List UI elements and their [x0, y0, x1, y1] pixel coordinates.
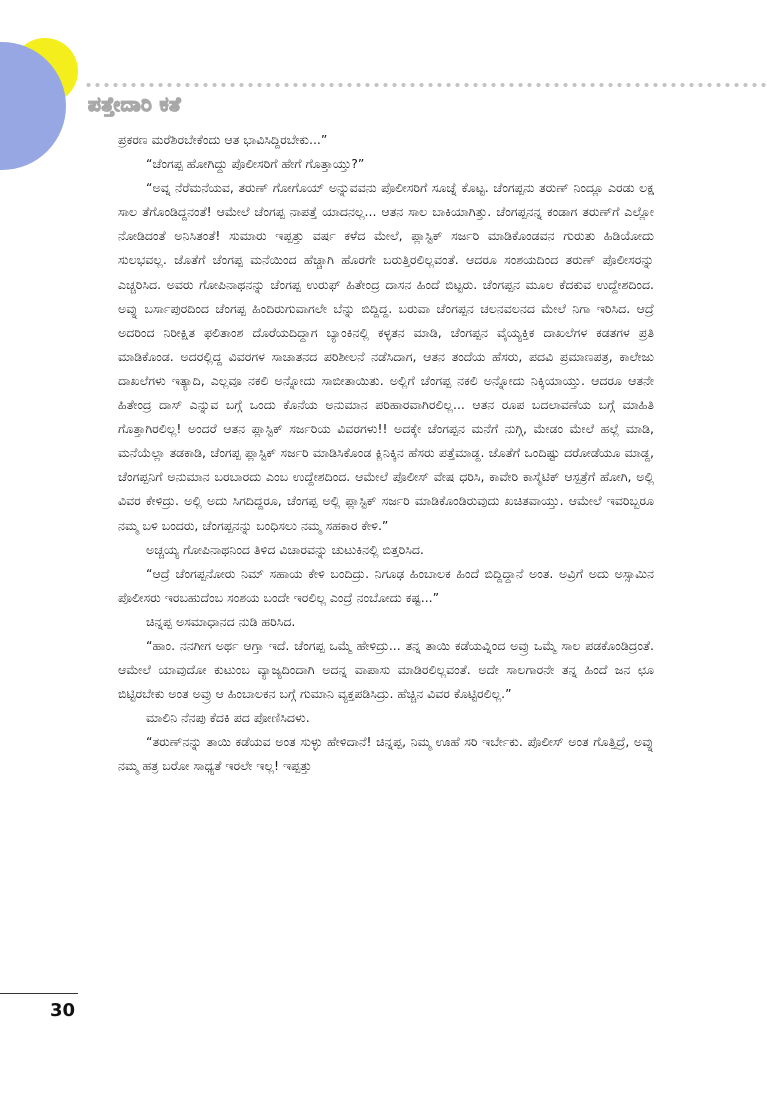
paragraph: ಪ್ರಕರಣ ಮರೆಶಿರಬೇಕೆಂದು ಆತ ಭಾವಿಸಿದ್ದಿರಬೇಕು...” [118, 132, 328, 147]
paragraph: “ಚೆಂಗಪ್ಪ ಹೋಗಿದ್ದು ಪೊಲೀಸರಿಗೆ ಹೇಗೆ ಗೊತ್ತಾಯ್ತು?” [146, 156, 365, 172]
paragraph: ಚಿನ್ನಪ್ಪ ಅಸಮಾಧಾನದ ನುಡಿ ಹರಿಸಿದ. [146, 613, 296, 629]
paragraph: “ಹಾಂ. ನನಗೀಗ ಅರ್ಥ ಆಗ್ತಾ ಇದೆ. ಚೆಂಗಪ್ಪ ಒಮ್ಮೆ ಹೇಳಿದ್ರು... ತನ್ನ ತಾಯಿ ಕಡೆಯವ್ನಿಂದ ಅವ್ರು ಒಮ್ಮೆ ಸಾಲ ಪಡಕೊಂಡಿದ್ರಂತೆ. ಆಮೇಲೆ ಯಾವುದೋ ಕುಟುಂಬ ವ್ಯಾಜ್ಯದಿಂದಾಗಿ ಅದನ್ನ ವಾಪಾಸು ಮಾಡಿರಲಿಲ್ಲವಂತೆ. ಅದೇ ಸಾಲಗಾರನೇ ತನ್ನ ಹಿಂದೆ ಜನ ಛೂ ಬಿಟ್ಟಿರಬೇಕು ಅಂತ ಅವ್ರು ಆ ಹಿಂಬಾಲಕನ ಬಗ್ಗೆ ಗುಮಾನಿ ವ್ಯಕ್ತಪಡಿಸಿದ್ರು. ಹೆಚ್ಚಿನ ವಿವರ ಕೊಟ್ಟಿರಲಿಲ್ಲ.” [118, 637, 654, 702]
paragraph: “ಆದ್ರೆ ಚೆಂಗಪ್ಪನೋರು ನಿಮ್ ಸಹಾಯ ಕೇಳಿ ಬಂದಿದ್ರು. ನಿಗೂಢ ಹಿಂಬಾಲಕ ಹಿಂದೆ ಬಿದ್ದಿದ್ದಾನೆ ಅಂತ. ಅವ್ರಿಗೆ ಅದು ಅಸ್ಸಾಮಿನ ಪೊಲೀಸರು ಇರಬಹುದೆಂಬ ಸಂಶಯ ಬಂದೇ ಇರಲಿಲ್ಲ ಎಂದ್ರೆ ನಂಬೋದು ಕಷ್ಟ...” [118, 565, 654, 605]
dotted-header-rule [84, 82, 767, 88]
section-title: ಪತ್ತೇದಾರಿ ಕತೆ [88, 92, 182, 116]
page-number: 30 [50, 1000, 76, 1021]
paragraph: ಮಾಲಿನಿ ನೆನಪು ಕೆದಕಿ ಪದ ಪೋಣಿಸಿದಳು. [146, 710, 310, 726]
paragraph: ಅಚ್ಚಯ್ಯ ಗೋಪಿನಾಥನಿಂದ ತಿಳಿದ ವಿಚಾರವನ್ನು ಚುಟುಕಿನಲ್ಲಿ ಬಿತ್ತರಿಸಿದ. [146, 541, 424, 557]
paragraph: “ಅವ್ನ ನೆರೆಮನೆಯವ, ತರುಣ್ ಗೋಗೊಯ್ ಅನ್ನುವವನು ಪೊಲೀಸರಿಗೆ ಸೂಚ್ನೆ ಕೊಟ್ಟ. ಚೆಂಗಪ್ಪನು ತರುಣ್ ನಿಂದ್ಲೂ ಎರಡು ಲಕ್ಷ ಸಾಲ ತೆಗೊಂಡಿದ್ದನಂತೆ! ಆಮೇಲೆ ಚೆಂಗಪ್ಪ ನಾಪತ್ತೆ ಯಾದನಲ್ಲ... ಆತನ ಸಾಲ ಬಾಕಿಯಾಗಿತ್ತು. ಚೆಂಗಪ್ಪನನ್ನ ಕಂಡಾಗ ತರುಣ್‌ಗೆ ಎಲ್ಲೋ ನೋಡಿದಂತೆ ಅನಿಸಿತಂತೆ! ಸುಮಾರು ಇಪ್ಪತ್ತು ವರ್ಷ ಕಳೆದ ಮೇಲೆ, ಪ್ಲಾಸ್ಟಿಕ್ ಸರ್ಜರಿ ಮಾಡಿಕೊಂಡವನ ಗುರುತು ಹಿಡಿಯೋದು ಸುಲಭವಲ್ಲ. ಜೊತೆಗೆ ಚೆಂಗಪ್ಪ ಮನೆಯಿಂದ ಹೆಚ್ಚಾಗಿ ಹೊರಗೇ ಬರುತ್ತಿರಲಿಲ್ಲವಂತೆ. ಆದರೂ ಸಂಶಯದಿಂದ ತರುಣ್ ಪೊಲೀಸರನ್ನು ಎಚ್ಚರಿಸಿದ. ಅವರು ಗೋಪಿನಾಥನನ್ನು ಚೆಂಗಪ್ಪ ಉರುಫ್ ಹಿತೇಂದ್ರ ದಾಸನ ಹಿಂದೆ ಬಿಟ್ಟರು. ಚೆಂಗಪ್ಪನ ಮೂಲ ಕೆದಕುವ ಉದ್ದೇಶದಿಂದ. ಅವ್ನು ಬರ್ಸಾಪುರದಿಂದ ಚೆಂಗಪ್ಪ ಹಿಂದಿರುಗುವಾಗಲೇ ಬೆನ್ನು ಬಿದ್ದಿದ್ದ. ಬರುವಾ ಚೆಂಗಪ್ಪನ ಚಲನವಲನದ ಮೇಲೆ ನಿಗಾ ಇರಿಸಿದ. ಆದ್ರೆ ಅದರಿಂದ ನಿರೀಕ್ಷಿತ ಫಲಿತಾಂಶ ದೊರೆಯದಿದ್ದಾಗ ಬ್ಯಾಂಕಿನಲ್ಲಿ ಕಳ್ಳತನ ಮಾಡಿ, ಚೆಂಗಪ್ಪನ ವೈಯ್ಯಕ್ತಿಕ ದಾಖಲೆಗಳ ಕಡತಗಳ ಪ್ರತಿ ಮಾಡಿಕೊಂಡ. ಅದರಲ್ಲಿದ್ದ ವಿವರಗಳ ಸಾಚಾತನದ ಪರಿಶೀಲನೆ ನಡೆಸಿದಾಗ, ಆತನ ತಂದೆಯ ಹೆಸರು, ಪದವಿ ಪ್ರಮಾಣಪತ್ರ, ಕಾಲೇಜು ದಾಖಲೆಗಳು ಇತ್ಯಾದಿ, ಎಲ್ಲವೂ ನಕಲಿ ಅನ್ನೋದು ಸಾಬೀತಾಯಿತು. ಅಲ್ಲಿಗೆ ಚೆಂಗಪ್ಪ ನಕಲಿ ಅನ್ನೋದು ನಿಕ್ಕಿಯಾಯ್ತು. ಆದರೂ ಆತನೇ ಹಿತೇಂದ್ರ ದಾಸ್ ಎನ್ನುವ ಬಗ್ಗೆ ಒಂದು ಕೊನೆಯ ಅನುಮಾನ ಪರಿಹಾರವಾಗಿರಲಿಲ್ಲ... ಆತನ ರೂಪ ಬದಲಾವಣೆಯ ಬಗ್ಗೆ ಮಾಹಿತಿ ಗೊತ್ತಾಗಿರಲಿಲ್ಲ! ಅಂದರೆ ಆತನ ಪ್ಲಾಸ್ಟಿಕ್ ಸರ್ಜರಿಯ ವಿವರಗಳು!! ಅದಕ್ಕೇ ಚೆಂಗಪ್ಪನ ಮನೆಗೆ ನುಗ್ಗಿ, ಮೇಡಂ ಮೇಲೆ ಹಲ್ಲೆ ಮಾಡಿ, ಮನೆಯೆಲ್ಲಾ ತಡಕಾಡಿ, ಚೆಂಗಪ್ಪ ಪ್ಲಾಸ್ಟಿಕ್ ಸರ್ಜರಿ ಮಾಡಿಸಿಕೊಂಡ ಕ್ಲಿನಿಕ್ಕಿನ ಹೆಸರು ಪತ್ತೆಮಾಡ್ದ. ಜೊತೆಗೆ ಒಂದಿಷ್ಟು ದರೋಡೆಯೂ ಮಾಡ್ದ, ಚೆಂಗಪ್ಪನಿಗೆ ಅನುಮಾನ ಬರಬಾರದು ಎಂಬ ಉದ್ದೇಶದಿಂದ. ಆಮೇಲೆ ಪೊಲೀಸ್ ವೇಷ ಧರಿಸಿ, ಕಾವೇರಿ ಕಾಸ್ಮೆಟಿಕ್ ಆಸ್ಪತ್ರೆಗೆ ಹೋಗಿ, ಅಲ್ಲಿ ವಿವರ ಕೇಳಿದ್ರು. ಅಲ್ಲಿ ಅದು ಸಿಗದಿದ್ದರೂ, ಚೆಂಗಪ್ಪ ಅಲ್ಲಿ ಪ್ಲಾಸ್ಟಿಕ್ ಸರ್ಜರಿ ಮಾಡಿಕೊಂಡಿರುವುದು ಖಚಿತವಾಯ್ತು. ಆಮೇಲೆ ಇವರಿಬ್ಬರೂ ನಮ್ಮ ಬಳಿ ಬಂದರು, ಚೆಂಗಪ್ಪನನ್ನು ಬಂಧಿಸಲು ನಮ್ಮ ಸಹಕಾರ ಕೇಳಿ.” [118, 180, 654, 533]
article-body [118, 128, 654, 779]
page-number-rule [0, 993, 78, 994]
paragraph: “ತರುಣ್‌ನನ್ನು ತಾಯಿ ಕಡೆಯವ ಅಂತ ಸುಳ್ಳು ಹೇಳಿದಾನೆ! ಚಿನ್ನಪ್ಪ, ನಿಮ್ಮ ಊಹೆ ಸರಿ ಇರ್ಬೇಕು. ಪೊಲೀಸ್ ಅಂತ ಗೊತ್ತಿದ್ರೆ, ಅವ್ನು ನಮ್ಮ ಹತ್ರ ಬರೋ ಸಾಧ್ಯತೆ ಇರಲೇ ಇಲ್ಲ! ಇಪ್ಪತ್ತು [118, 734, 654, 774]
